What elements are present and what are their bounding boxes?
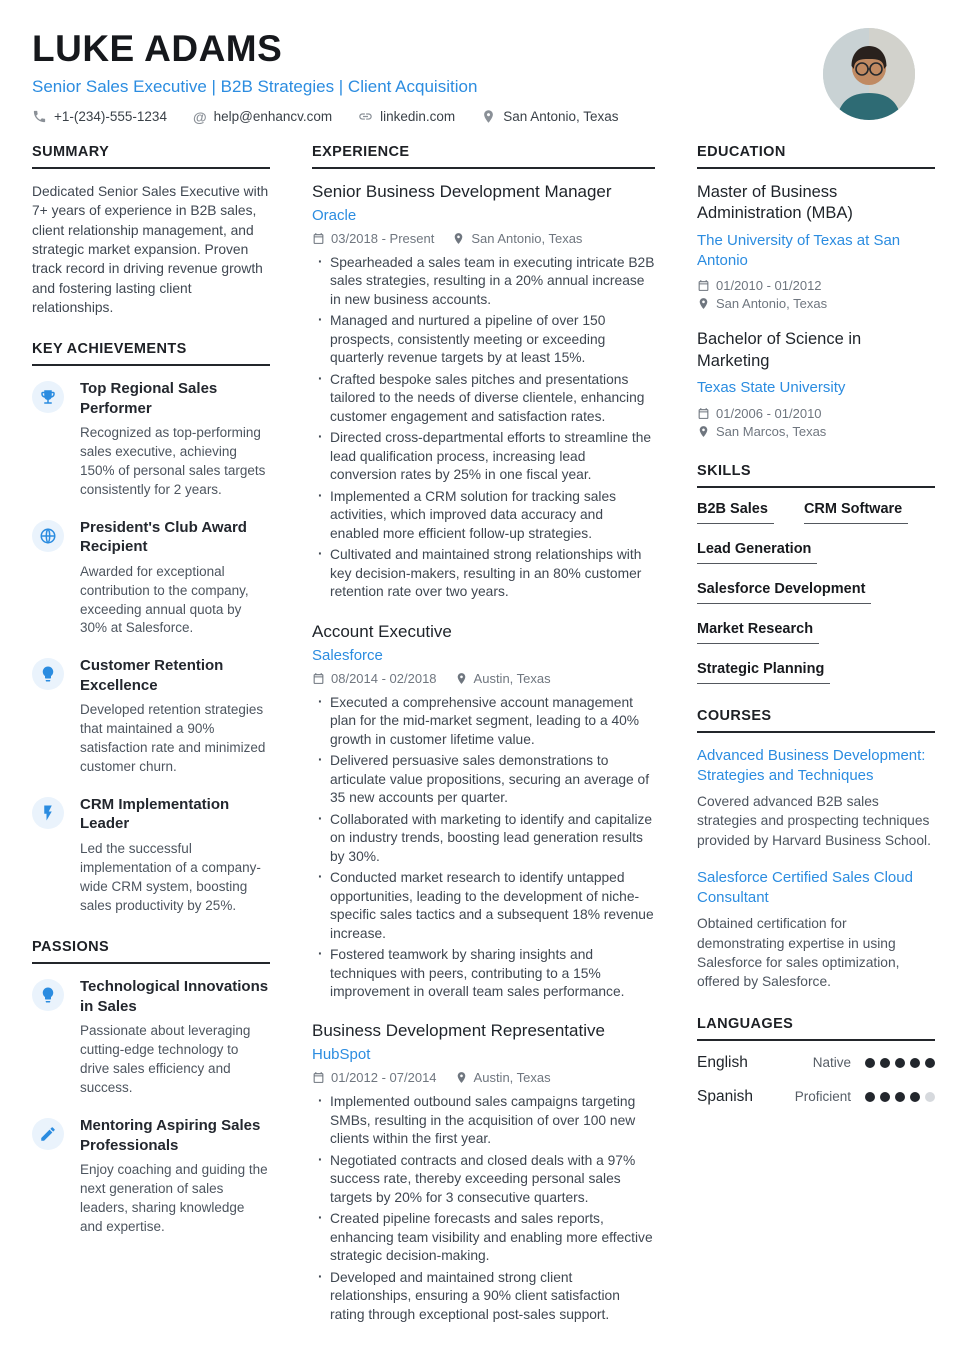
achievement-description: Recognized as top-performing sales executive, achieving 150% of personal sales targets consistently for 2 years. <box>80 425 266 497</box>
languages-section <box>697 1016 935 1106</box>
at-icon: @ <box>192 108 207 125</box>
passion-body <box>80 1116 270 1237</box>
education-heading: EDUCATION <box>697 144 935 169</box>
job-bullet: · Collaborated with marketing to identify and capitalize on industry trends, boosting lead generation results by 30%. <box>312 811 655 866</box>
course-title: Advanced Business Development: Strategies and Techniques <box>697 746 926 784</box>
course-description: Covered advanced B2B sales strategies and prospecting techniques provided by Harvard Business School. <box>697 794 931 848</box>
job-dates-text: 01/2012 - 07/2014 <box>331 1070 437 1086</box>
contact-link[interactable] <box>358 109 455 124</box>
globe-icon <box>32 520 64 552</box>
proficiency-dot <box>925 1092 935 1102</box>
passion-title: Mentoring Aspiring Sales Professionals <box>80 1117 261 1154</box>
bulb-icon <box>32 979 64 1011</box>
location-icon <box>697 297 710 310</box>
calendar-icon <box>697 279 710 292</box>
skill-tag: Strategic Planning <box>697 661 830 684</box>
education-meta <box>697 406 935 439</box>
bolt-icon <box>32 797 64 829</box>
job-bullets <box>312 1093 655 1324</box>
calendar-icon <box>312 672 325 685</box>
achievement-description: Awarded for exceptional contribution to the company, exceeding annual quota by 30% at Salesforce. <box>80 563 249 636</box>
proficiency-dot <box>865 1092 875 1102</box>
education-section <box>697 144 935 439</box>
job-title: Business Development Representative <box>312 1021 605 1041</box>
summary-text: Dedicated Senior Sales Executive with 7+ years of experience in B2B sales, client relationship management, and strategic market expansion. Proven track record in driving revenue growth and fostering lasting client relationships. <box>32 184 269 315</box>
location-icon <box>452 232 465 245</box>
job-dates-text: 03/2018 - Present <box>331 231 435 246</box>
skill-tag: CRM Software <box>804 501 908 524</box>
proficiency-dot <box>895 1058 905 1068</box>
achievement-title: CRM Implementation Leader <box>80 795 230 833</box>
job-entry <box>312 622 655 1002</box>
job-title: Senior Business Development Manager <box>312 182 612 201</box>
education-entry <box>697 329 935 438</box>
job-bullet: · Cultivated and maintained strong relationships with key decision-makers, resulting in an 80% customer retention rate over two years. <box>312 546 655 601</box>
skill-tag: Lead Generation <box>697 541 817 564</box>
summary-section <box>32 144 270 317</box>
experience-heading: EXPERIENCE <box>312 144 655 169</box>
proficiency-dot <box>910 1058 920 1068</box>
passion-description: Passionate about leveraging cutting-edge technology to drive sales efficiency and success. <box>80 1023 251 1096</box>
course-entry <box>697 746 935 850</box>
achievement-title: President's Club Award Recipient <box>80 518 247 556</box>
bulb-icon <box>32 658 64 690</box>
achievement-description: Developed retention strategies that maintained a 90% satisfaction rate and minimized customer churn. <box>80 702 266 774</box>
course-title: Salesforce Certified Sales Cloud Consultant <box>697 868 913 907</box>
skill-tag: Salesforce Development <box>697 581 871 604</box>
course-entry <box>697 868 935 992</box>
education-school: Texas State University <box>697 379 846 397</box>
education-entry <box>697 182 935 311</box>
job-company: Oracle <box>312 207 357 224</box>
experience-section <box>312 144 655 1324</box>
job-bullet: · Developed and maintained strong client relationships, ensuring a 90% client satisfaction rating through exceptional post-sales support. <box>312 1269 655 1324</box>
contact-email[interactable] <box>193 109 332 124</box>
language-entry <box>697 1088 935 1106</box>
education-degree: Bachelor of Science in Marketing <box>697 330 862 370</box>
language-level: Native <box>812 1055 851 1071</box>
person-name: LUKE ADAMS <box>32 28 283 69</box>
job-bullet: · Delivered persuasive sales demonstrations to articulate value propositions, securing an average of 35 new accounts per quarter. <box>312 752 655 807</box>
profile-photo <box>823 28 915 120</box>
language-name: English <box>697 1053 748 1071</box>
languages-heading: LANGUAGES <box>697 1016 935 1041</box>
passion-item <box>32 977 270 1098</box>
right-column <box>697 144 935 1348</box>
job-bullet: · Spearheaded a sales team in executing intricate B2B sales strategies, resulting in a 20% annual increase in new business accounts. <box>312 254 655 309</box>
job-bullet: · Conducted market research to identify untapped opportunities, leading to the development of niche-specific sales tactics and a subsequent 18% revenue increase. <box>312 869 655 943</box>
phone-icon <box>32 109 47 124</box>
job-meta <box>312 1070 655 1085</box>
job-bullet: · Implemented a CRM solution for tracking sales activities, which improved data accuracy and enabled more efficient follow-up strategies. <box>312 488 655 543</box>
job-company: HubSpot <box>312 1046 371 1064</box>
courses-heading: COURSES <box>697 708 935 733</box>
job-bullets <box>312 254 655 602</box>
education-degree: Master of Business Administration (MBA) <box>697 183 853 223</box>
skill-tag: B2B Sales <box>697 501 774 524</box>
location-icon <box>481 109 496 124</box>
calendar-icon <box>312 1071 325 1084</box>
job-meta <box>312 231 655 246</box>
education-dates <box>697 406 935 421</box>
language-proficiency-dots <box>865 1092 935 1102</box>
proficiency-dot <box>880 1058 890 1068</box>
job-location <box>455 671 551 686</box>
achievement-body <box>80 656 270 777</box>
contact-phone <box>32 109 167 124</box>
calendar-icon <box>312 232 325 245</box>
job-bullet: · Negotiated contracts and closed deals with a 97% success rate, thereby exceeding personal sales targets by 20% for 3 consecutive quarters. <box>312 1152 655 1207</box>
proficiency-dot <box>895 1092 905 1102</box>
skills-section <box>697 463 935 684</box>
job-location <box>452 231 582 246</box>
job-entry <box>312 182 655 602</box>
achievements-section <box>32 341 270 915</box>
achievements-heading: KEY ACHIEVEMENTS <box>32 341 270 366</box>
proficiency-dot <box>865 1058 875 1068</box>
achievement-item <box>32 379 270 500</box>
job-bullet: · Crafted bespoke sales pitches and presentations tailored to the needs of diverse clientele, enhancing customer engagement and satisfaction rates. <box>312 371 655 426</box>
passion-body <box>80 977 270 1098</box>
education-location <box>697 296 935 311</box>
job-meta <box>312 671 655 686</box>
skills-heading: SKILLS <box>697 463 935 488</box>
resume-header <box>32 28 936 144</box>
job-title: Account Executive <box>312 621 452 641</box>
achievement-body <box>80 518 270 639</box>
proficiency-dot <box>910 1092 920 1102</box>
job-location <box>455 1070 551 1085</box>
job-bullet: · Implemented outbound sales campaigns targeting SMBs, resulting in the acquisition of over 100 new clients within the first year. <box>312 1093 655 1148</box>
education-dates <box>697 278 935 293</box>
passions-heading: PASSIONS <box>32 939 270 964</box>
courses-section <box>697 708 935 992</box>
passions-section <box>32 939 270 1236</box>
job-company: Salesforce <box>312 646 383 664</box>
pencil-icon <box>32 1118 64 1150</box>
proficiency-dot <box>925 1058 935 1068</box>
education-dates-text: 01/2010 - 01/2012 <box>716 278 822 294</box>
job-location-text: Austin, Texas <box>473 670 551 686</box>
contact-location <box>481 109 618 124</box>
job-dates <box>312 231 434 246</box>
contact-row <box>32 109 936 124</box>
education-location <box>697 424 935 439</box>
language-level: Proficient <box>794 1089 851 1105</box>
language-proficiency-dots <box>865 1058 935 1068</box>
achievement-title: Customer Retention Excellence <box>80 657 224 694</box>
skill-tag: Market Research <box>697 621 819 644</box>
contact-location-text: San Antonio, Texas <box>503 109 619 124</box>
calendar-icon <box>697 407 710 420</box>
achievement-description: Led the successful implementation of a company-wide CRM system, boosting sales productivity by 25%. <box>80 840 261 913</box>
job-bullet: · Directed cross-departmental efforts to streamline the lead qualification process, increasing lead conversion rates by 25% in one fiscal year. <box>312 429 655 484</box>
job-dates-text: 08/2014 - 02/2018 <box>331 670 437 686</box>
link-icon <box>358 109 373 124</box>
language-name: Spanish <box>697 1087 754 1105</box>
proficiency-dot <box>880 1092 890 1102</box>
passion-item <box>32 1116 270 1237</box>
language-entry <box>697 1054 935 1072</box>
achievement-title: Top Regional Sales Performer <box>80 380 218 417</box>
course-description: Obtained certification for demonstrating expertise in using Salesforce for sales optimization, offered by Salesforce. <box>697 916 900 990</box>
contact-link-text: linkedin.com <box>380 109 456 124</box>
passion-description: Enjoy coaching and guiding the next generation of sales leaders, sharing knowledge and expertise. <box>80 1162 268 1234</box>
job-dates <box>312 1070 437 1085</box>
job-entry <box>312 1021 655 1324</box>
profile-photo-image <box>823 28 915 120</box>
job-bullet: · Fostered teamwork by sharing insights and techniques with peers, contributing to a 15% improvement in overall team sales performance. <box>312 946 655 1001</box>
job-dates <box>312 671 437 686</box>
experience-column <box>312 144 655 1348</box>
education-meta <box>697 278 935 311</box>
achievement-item <box>32 656 270 777</box>
achievement-body <box>80 795 270 916</box>
job-bullet: · Managed and nurtured a pipeline of over 150 prospects, consistently meeting or exceeding quarterly revenue targets by at least 15%. <box>312 312 655 367</box>
achievement-body <box>80 379 270 500</box>
location-icon <box>697 425 710 438</box>
contact-email-text: help@enhancv.com <box>213 109 333 124</box>
achievement-item <box>32 518 270 639</box>
passion-title: Technological Innovations in Sales <box>80 978 269 1015</box>
left-column <box>32 144 270 1348</box>
skills-list <box>697 501 935 684</box>
job-bullets <box>312 694 655 1002</box>
job-bullet: · Created pipeline forecasts and sales reports, enhancing team visibility and enabling more effective strategic decision-making. <box>312 1210 655 1265</box>
trophy-icon <box>32 381 64 413</box>
summary-heading: SUMMARY <box>32 144 270 169</box>
person-headline: Senior Sales Executive | B2B Strategies | Client Acquisition <box>32 77 478 96</box>
job-location-text: Austin, Texas <box>473 1070 551 1086</box>
education-location-text: San Marcos, Texas <box>716 423 827 439</box>
job-location-text: San Antonio, Texas <box>471 231 583 246</box>
education-location-text: San Antonio, Texas <box>716 296 828 312</box>
education-school: The University of Texas at San Antonio <box>697 231 901 270</box>
achievement-item <box>32 795 270 916</box>
job-bullet: · Executed a comprehensive account management plan for the mid-market segment, leading to a 40% growth in customer lifetime value. <box>312 694 655 749</box>
location-icon <box>455 672 468 685</box>
resume-columns <box>32 144 936 1348</box>
location-icon <box>455 1071 468 1084</box>
contact-phone-text: +1-(234)-555-1234 <box>54 109 167 124</box>
education-dates-text: 01/2006 - 01/2010 <box>716 405 822 421</box>
